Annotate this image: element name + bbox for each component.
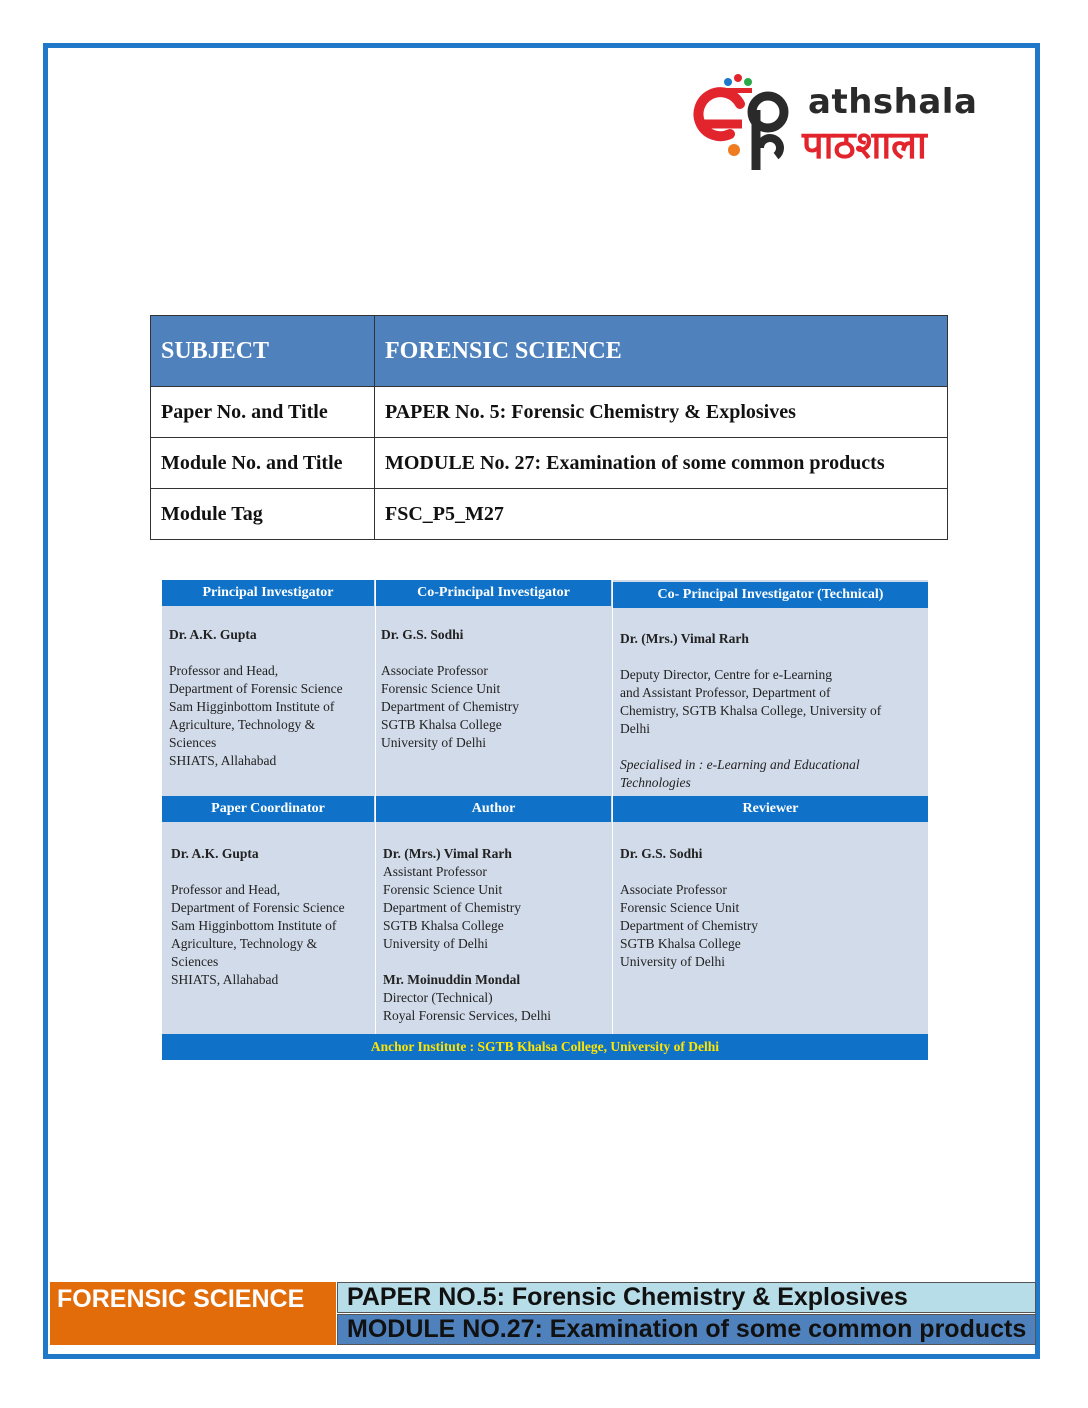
principal-investigator-info: [169, 626, 369, 770]
reviewer-line: Associate Professor: [620, 882, 727, 897]
author-line: Department of Chemistry: [383, 900, 521, 915]
pi-line: Sciences: [169, 735, 217, 750]
pi-line: Professor and Head,: [169, 663, 279, 678]
author2-line: Director (Technical): [383, 990, 493, 1005]
epathshala-emblem-icon: [690, 72, 810, 172]
reviewer-info: [620, 845, 920, 971]
coordinator-line: Sciences: [171, 954, 219, 969]
credits-panel: [162, 580, 928, 1060]
paper-coordinator-info: [171, 845, 371, 989]
copi-line: University of Delhi: [381, 735, 486, 750]
reviewer-header: Reviewer: [613, 796, 928, 822]
module-value: MODULE No. 27: Examination of some common products: [375, 438, 948, 489]
author-line: Forensic Science Unit: [383, 882, 503, 897]
table-row: [151, 489, 948, 540]
footer-subject: FORENSIC SCIENCE: [57, 1285, 305, 1313]
copi-tech-line: Delhi: [620, 721, 650, 736]
copi-tech-line: and Assistant Professor, Department of: [620, 685, 831, 700]
pi-line: Sam Higginbottom Institute of: [169, 699, 335, 714]
logo-text-hindi: पाठशाला: [802, 123, 927, 167]
pi-line: Department of Forensic Science: [169, 681, 343, 696]
co-pi-technical-info: [620, 630, 922, 792]
specialised-line: Specialised in : e-Learning and Educational: [620, 757, 860, 772]
author2-name: Mr. Moinuddin Mondal: [383, 972, 521, 987]
coordinator-line: SHIATS, Allahabad: [171, 972, 279, 987]
logo-text-english: athshala: [808, 82, 978, 122]
module-tag-label: Module Tag: [151, 489, 375, 540]
table-row: [151, 387, 948, 438]
principal-investigator-header: Principal Investigator: [162, 580, 374, 606]
pi-name: Dr. A.K. Gupta: [169, 627, 257, 642]
footer-module: MODULE NO.27: Examination of some common products: [347, 1315, 1027, 1343]
footer-paper: PAPER NO.5: Forensic Chemistry & Explosives: [347, 1283, 908, 1311]
reviewer-line: Forensic Science Unit: [620, 900, 740, 915]
module-label: Module No. and Title: [151, 438, 375, 489]
author2-line: Royal Forensic Services, Delhi: [383, 1008, 551, 1023]
author-line: Assistant Professor: [383, 864, 487, 879]
paper-value: PAPER No. 5: Forensic Chemistry & Explosives: [375, 387, 948, 438]
copi-tech-name: Dr. (Mrs.) Vimal Rarh: [620, 631, 749, 646]
author-info: [383, 845, 608, 1025]
co-pi-technical-header: Co- Principal Investigator (Technical): [613, 582, 928, 608]
reviewer-line: University of Delhi: [620, 954, 725, 969]
copi-line: Department of Chemistry: [381, 699, 519, 714]
copi-line: SGTB Khalsa College: [381, 717, 502, 732]
subject-table: [150, 315, 948, 540]
coordinator-line: Professor and Head,: [171, 882, 281, 897]
coordinator-name: Dr. A.K. Gupta: [171, 846, 259, 861]
anchor-institute-bar: Anchor Institute : SGTB Khalsa College, University of Delhi: [162, 1034, 928, 1060]
coordinator-line: Agriculture, Technology &: [171, 936, 318, 951]
author-line: SGTB Khalsa College: [383, 918, 504, 933]
footer-paper-cell: [337, 1282, 1036, 1313]
subject-label: SUBJECT: [151, 316, 375, 387]
coordinator-line: Department of Forensic Science: [171, 900, 345, 915]
coordinator-line: Sam Higginbottom Institute of: [171, 918, 337, 933]
copi-line: Forensic Science Unit: [381, 681, 501, 696]
reviewer-line: Department of Chemistry: [620, 918, 758, 933]
co-principal-investigator-info: [381, 626, 606, 752]
epathshala-logo: [690, 72, 1020, 172]
copi-line: Associate Professor: [381, 663, 488, 678]
copi-tech-line: Deputy Director, Centre for e-Learning: [620, 667, 832, 682]
co-principal-investigator-header: Co-Principal Investigator: [376, 580, 611, 606]
page-footer: [50, 1282, 1036, 1345]
copi-tech-line: Chemistry, SGTB Khalsa College, University of: [620, 703, 882, 718]
paper-label: Paper No. and Title: [151, 387, 375, 438]
pi-line: SHIATS, Allahabad: [169, 753, 277, 768]
copi-name: Dr. G.S. Sodhi: [381, 627, 464, 642]
reviewer-line: SGTB Khalsa College: [620, 936, 741, 951]
footer-subject-cell: [50, 1282, 336, 1345]
module-tag-value: FSC_P5_M27: [375, 489, 948, 540]
author-header: Author: [376, 796, 611, 822]
pi-line: Agriculture, Technology &: [169, 717, 316, 732]
footer-module-cell: [337, 1314, 1036, 1345]
table-row: [151, 438, 948, 489]
reviewer-name: Dr. G.S. Sodhi: [620, 846, 703, 861]
subject-header-row: [151, 316, 948, 387]
specialised-line: Technologies: [620, 775, 691, 790]
author-line: University of Delhi: [383, 936, 488, 951]
subject-value: FORENSIC SCIENCE: [375, 316, 948, 387]
paper-coordinator-header: Paper Coordinator: [162, 796, 374, 822]
author-name: Dr. (Mrs.) Vimal Rarh: [383, 846, 512, 861]
